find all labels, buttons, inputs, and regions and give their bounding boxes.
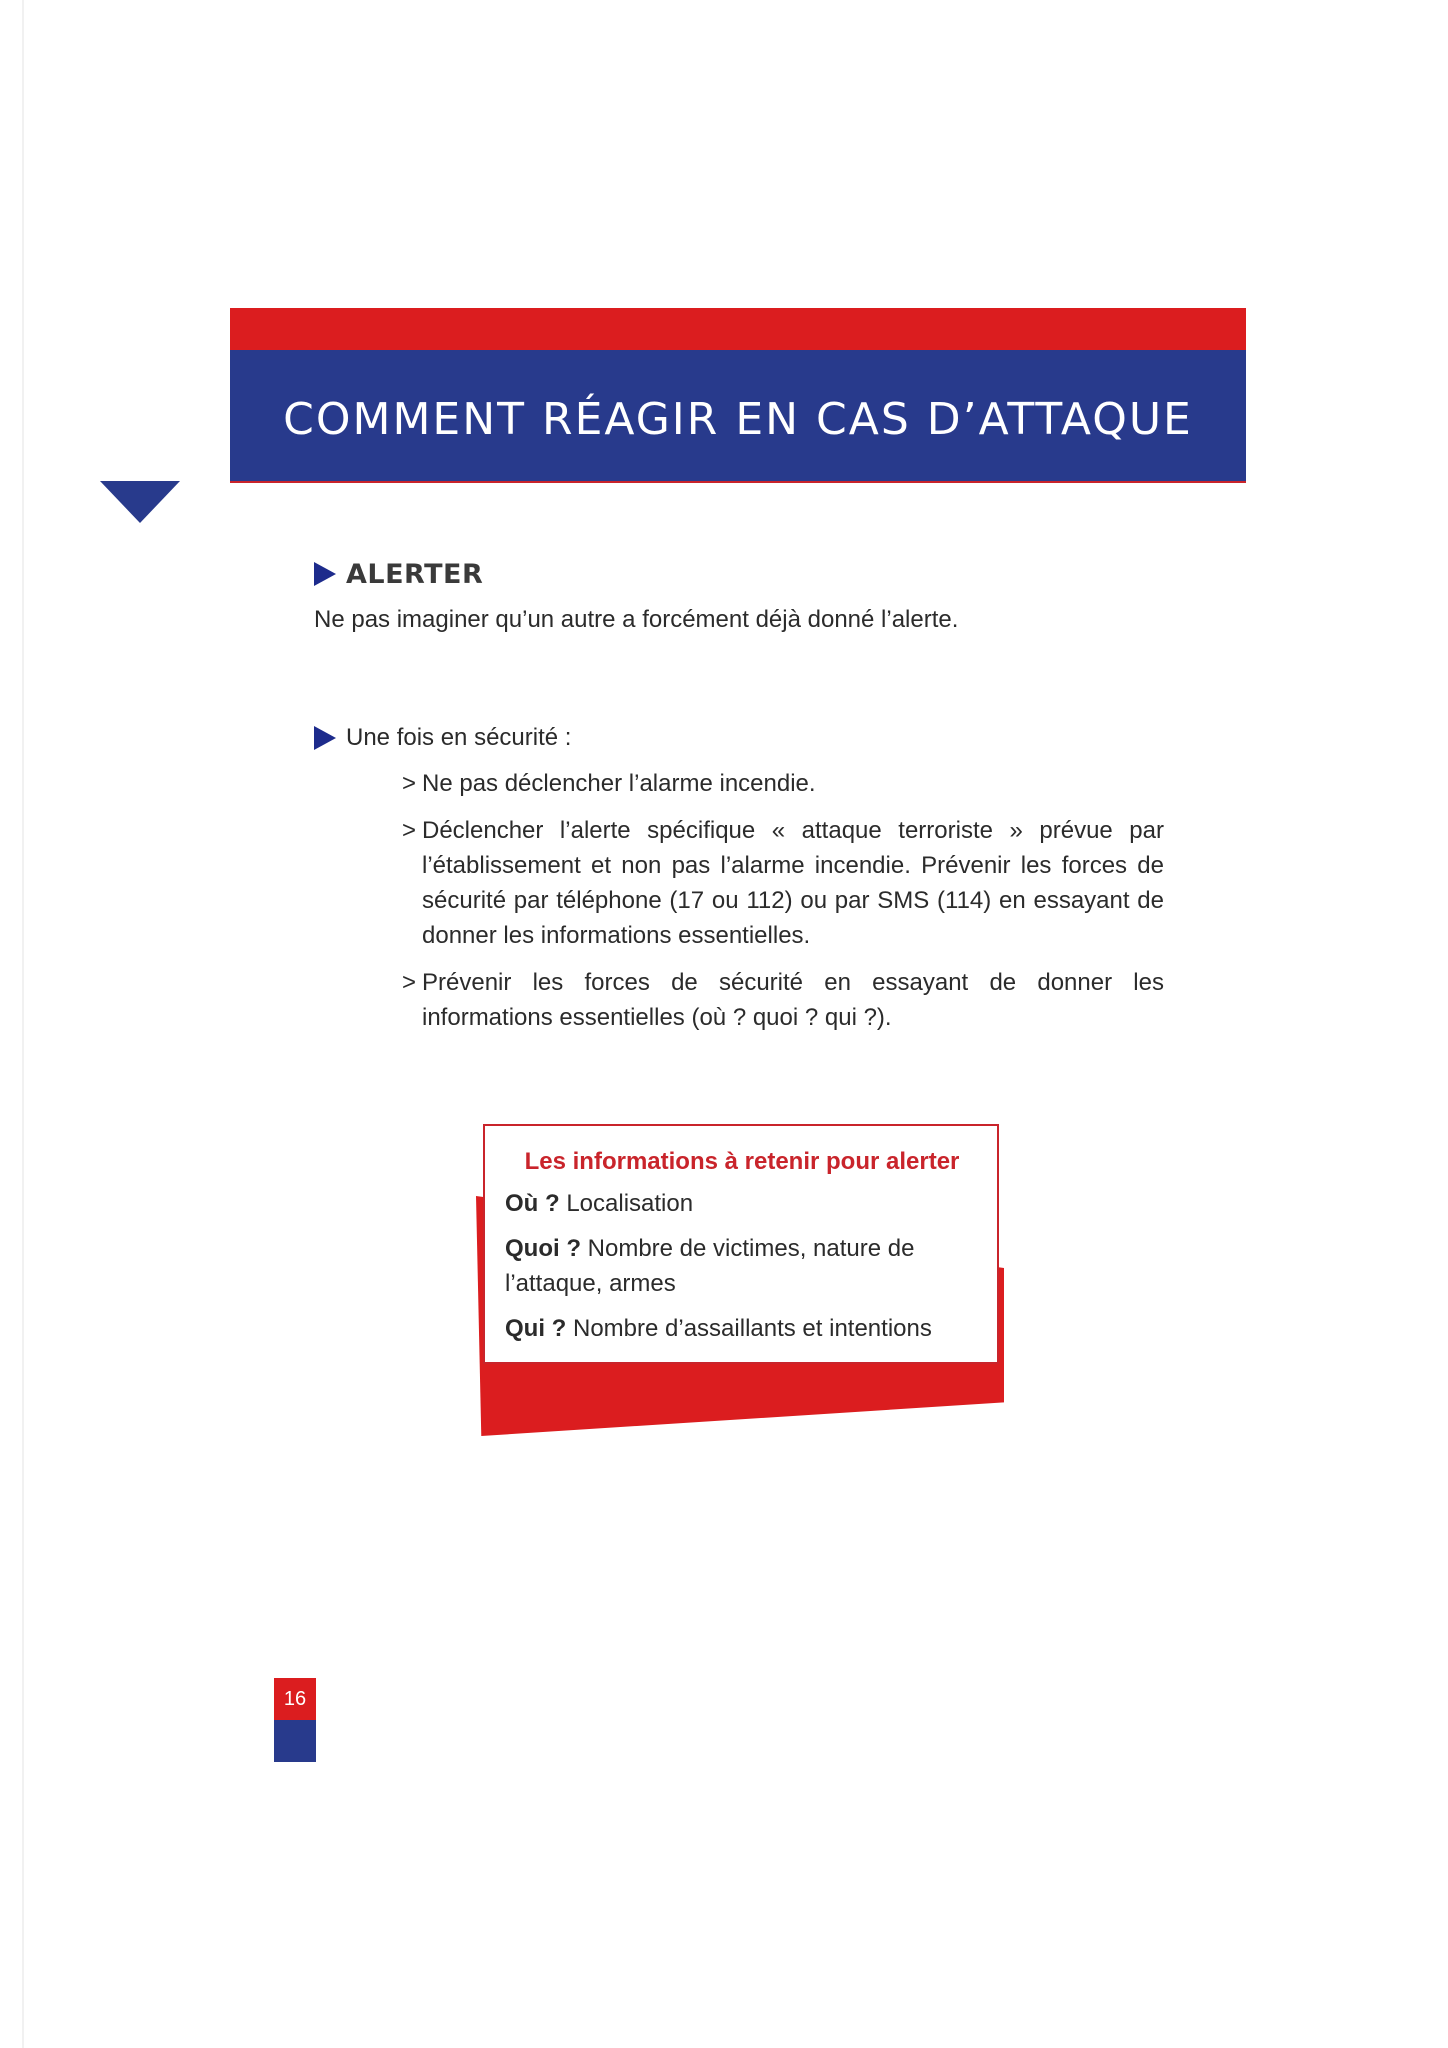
alert-paragraph: Ne pas imaginer qu’un autre a forcément déjà donné l’alerte. — [314, 606, 959, 633]
title-banner — [230, 308, 1246, 483]
info-box-item-text: Localisation — [566, 1190, 694, 1217]
info-box-item — [505, 1186, 979, 1221]
secure-actions-list — [402, 766, 1164, 1047]
list-marker: > — [402, 817, 417, 844]
banner-blue-band — [230, 350, 1246, 483]
page-title: COMMENT RÉAGIR EN CAS D’ATTAQUE — [283, 394, 1193, 445]
info-box-item — [505, 1231, 979, 1301]
section-secure-heading — [314, 720, 571, 756]
list-item — [402, 813, 1164, 953]
info-box-item — [505, 1311, 979, 1346]
list-item-text: Prévenir les forces de sécurité en essayant de donner les informations essentielles (où ? quoi ? qui ?). — [422, 969, 1164, 1031]
list-item-text: Déclencher l’alerte spécifique « attaque terroriste » prévue par l’établissement et non pas l’alarme incendie. Prévenir les forces de sécurité par téléphone (17 ou 112) ou par SMS (114) en essayant de donner les informations essentielles. — [422, 817, 1164, 949]
list-item-text: Ne pas déclencher l’alarme incendie. — [422, 770, 816, 797]
info-box-item-label: Où ? — [505, 1190, 560, 1217]
page-number-blue-block — [274, 1720, 316, 1762]
info-box-title: Les informations à retenir pour alerter — [524, 1148, 960, 1175]
info-box-item-text: Nombre d’assaillants et intentions — [573, 1315, 932, 1342]
page-number: 16 — [274, 1678, 316, 1720]
info-box — [483, 1124, 999, 1364]
alert-heading-label: ALERTER — [346, 558, 484, 590]
info-box-item-label: Quoi ? — [505, 1235, 581, 1262]
secure-heading-label: Une fois en sécurité : — [346, 724, 572, 751]
list-item — [402, 766, 1164, 801]
info-box-item-text: Nombre de victimes, nature de l’attaque, armes — [505, 1235, 915, 1297]
triangle-bullet-icon — [314, 726, 336, 750]
list-marker: > — [402, 969, 417, 996]
info-box-item-label: Qui ? — [505, 1315, 567, 1342]
section-alert-heading — [314, 556, 483, 592]
page-edge — [22, 0, 24, 2048]
triangle-bullet-icon — [314, 562, 336, 586]
banner-pointer-triangle — [100, 481, 180, 523]
banner-red-stripe — [230, 308, 1246, 350]
list-item — [402, 965, 1164, 1035]
list-marker: > — [402, 770, 417, 797]
